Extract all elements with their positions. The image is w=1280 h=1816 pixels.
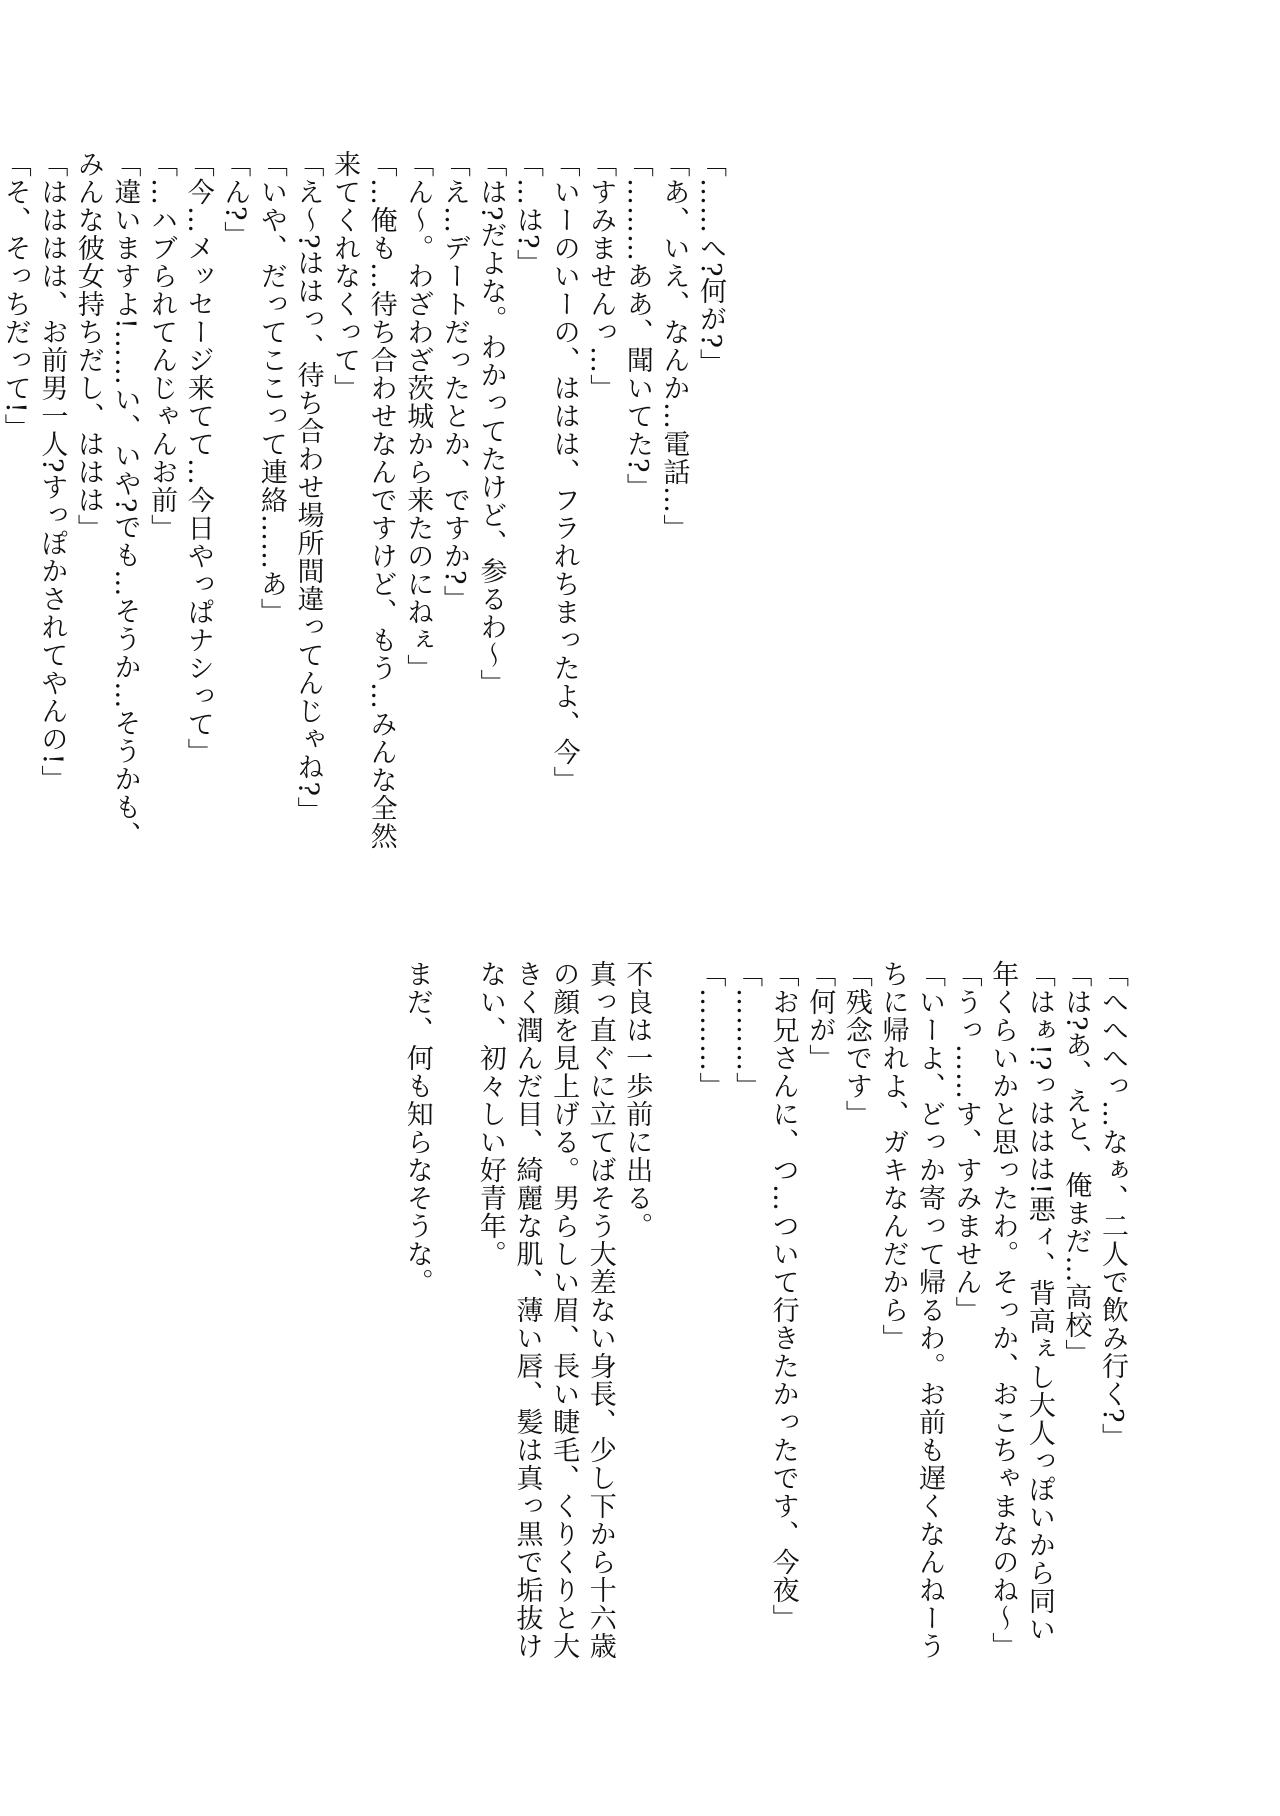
text-line: 「………ああ、聞いてた?」 [621, 150, 653, 502]
blank-line [654, 960, 691, 1660]
text-line: きく潤んだ目、綺麗な肌、薄い唇、髪は真っ黒で垢抜け [511, 960, 543, 1660]
text-line: 「……へ?何が?」 [695, 150, 726, 377]
text-line: 「うっ……す、すみません」 [950, 960, 982, 1324]
text-line: 「あ、いえ、なんか…電話…」 [658, 150, 690, 542]
text-line: 「いーよ、どっか寄って帰るわ。お前も遅くなんねーう [914, 960, 946, 1660]
text-line: 「は?あ、えと、俺まだ…高校」 [1060, 960, 1092, 1368]
text-line: 「違いますよ!……い、いや?でも…そうか…そうかも、 [109, 150, 141, 850]
text-line: ちに帰れよ、ガキなんだから」 [877, 960, 909, 1352]
text-line: 「…ハブられてんじゃんお前」 [146, 150, 178, 542]
text-line: 「お兄さんに、つ…ついて行きたかったです、今夜」 [767, 960, 799, 1632]
text-line: まだ、何も知らなそうな。 [401, 960, 433, 1296]
text-line: 「ん?」 [219, 150, 251, 250]
text-line: 「何が」 [804, 960, 836, 1072]
text-line: 「…は?」 [512, 150, 544, 278]
text-line: 「ん〜。わざわざ茨城から来たのにねぇ」 [402, 150, 434, 682]
text-line: 「………」 [694, 960, 726, 1100]
text-line: 「残念です」 [840, 960, 872, 1128]
text-line: 年くらいかと思ったわ。そっか、おこちゃまなのね〜」 [987, 960, 1019, 1660]
text-line: 不良は一歩前に出る。 [621, 960, 653, 1240]
text-line: 「…俺も…待ち合わせなんですけど、もう…みんな全然 [365, 150, 397, 850]
text-line: ない、初々しい好青年。 [474, 960, 506, 1268]
text-line: 「すみませんっ…」 [585, 150, 617, 402]
text-line: 「え〜?ははっ、待ち合わせ場所間違ってんじゃね?」 [292, 150, 324, 825]
text-line: 「は?だよな。わかってたけど、参るわ〜」 [475, 150, 507, 698]
blank-line [435, 960, 472, 1660]
text-line: の顔を見上げる。男らしい眉、長い睫毛、くりくりと大 [548, 960, 580, 1660]
text-line: 「へへへっ…なぁ、二人で飲み行く?」 [1097, 960, 1128, 1452]
lower-text-block [130, 960, 1130, 1660]
text-line: 「そ、そっちだって!」 [0, 150, 31, 442]
upper-text-block [0, 150, 728, 850]
text-line: 「いーのいーの、ははは、フラれちまったよ、今」 [548, 150, 580, 794]
text-line: 「今…メッセージ来てて…今日やっぱナシって」 [182, 150, 214, 766]
text-line: 来てくれなくって」 [329, 150, 361, 402]
text-line: 真っ直ぐに立てばそう大差ない身長、少し下から十六歳 [584, 960, 616, 1660]
text-line: 「はぁ!?っははは!悪ィ、背高ぇし大人っぽいから同い [1023, 960, 1055, 1644]
text-line: みんな彼女持ちだし、ははは」 [72, 150, 104, 542]
text-line: 「いや、だってここって連絡……あ」 [255, 150, 287, 626]
text-line: 「………」 [731, 960, 763, 1100]
text-line: 「え…デートだったとか、ですか?」 [438, 150, 470, 614]
text-line: 「はははは、お前男一人?すっぽかされてやんの!」 [36, 150, 68, 794]
